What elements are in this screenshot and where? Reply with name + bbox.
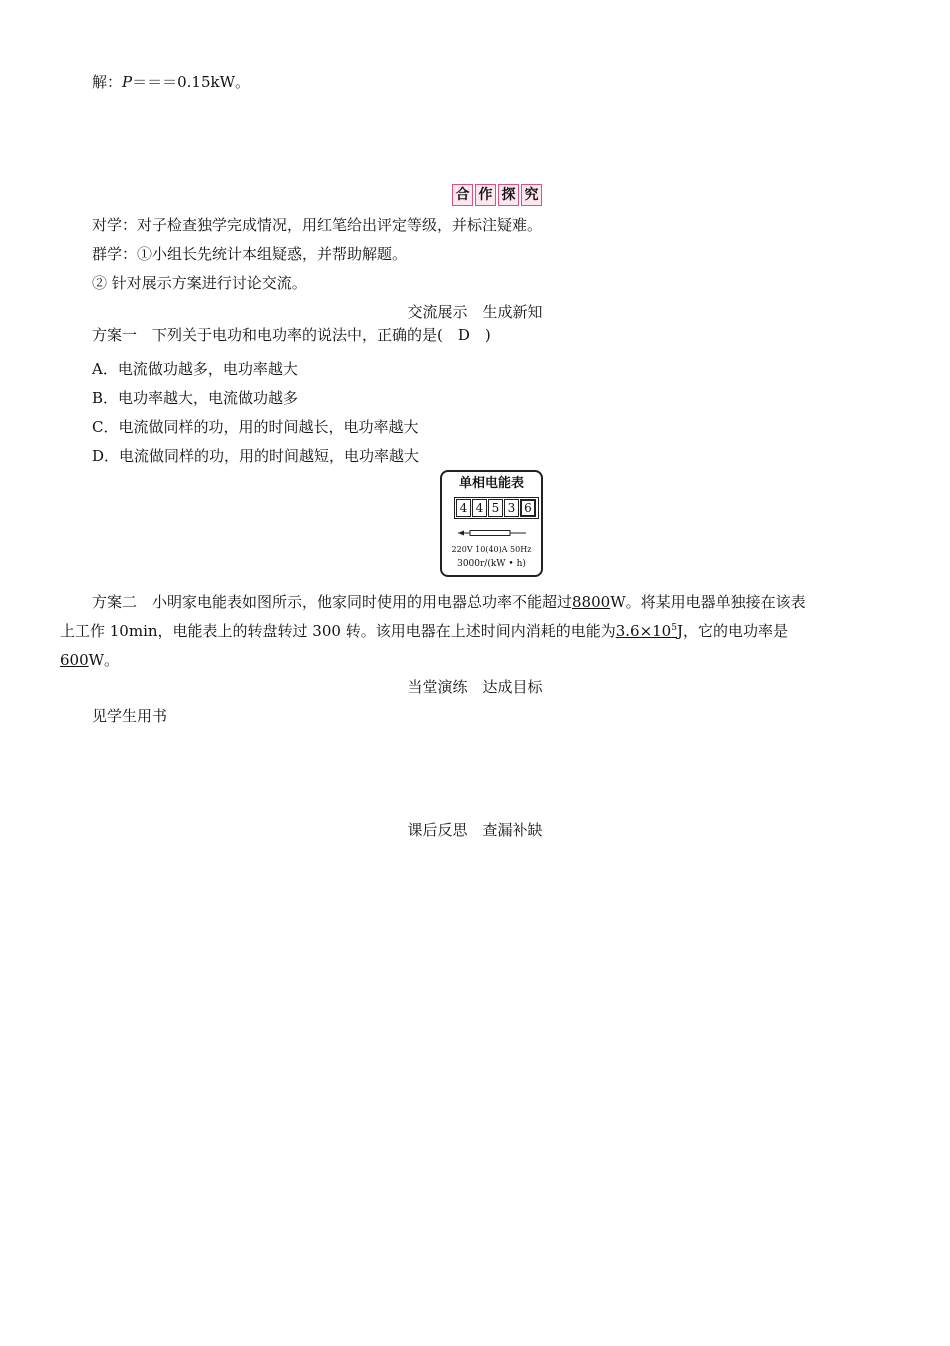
plan2-line2: [60, 621, 788, 641]
answer-energy-exponent: 5: [671, 623, 677, 633]
plan2-text: W。: [88, 651, 120, 669]
solution-prefix: 解：: [92, 73, 123, 91]
meter-title: 单相电能表: [458, 476, 524, 491]
meter-constant: 3000r/(kW • h): [457, 559, 526, 569]
section-heading-reflection: 课后反思 查漏补缺: [407, 821, 543, 839]
plan1-option-b: B．电功率越大，电流做功越多: [92, 389, 299, 407]
answer-energy-base: 3.6×10: [615, 622, 672, 640]
electric-meter-figure: [440, 470, 543, 577]
meter-digit: 4: [472, 499, 487, 517]
plan1-option-a: A．电流做功越多，电功率越大: [92, 360, 298, 378]
see-student-book: 见学生用书: [92, 707, 168, 725]
plan1-option-d: D．电流做同样的功，用的时间越短，电功率越大: [92, 447, 420, 465]
answer-power: 600: [60, 651, 89, 669]
plan2-line3: [60, 650, 119, 670]
solution-variable: P: [122, 73, 133, 91]
cooperative-inquiry-banner: [452, 184, 542, 206]
meter-digit: 5: [488, 499, 503, 517]
section-heading-practice: 当堂演练 达成目标: [407, 678, 543, 696]
banner-char: 作: [475, 184, 496, 206]
plan2-text: 方案二 小明家电能表如图所示，他家同时使用的用电器总功率不能超过: [92, 593, 573, 611]
banner-char: 究: [521, 184, 542, 206]
plan2-text: J，它的电功率是: [676, 622, 788, 640]
intro-group-study: 群学：①小组长先统计本组疑惑，并帮助解题。: [92, 245, 408, 263]
section-heading-exchange: 交流展示 生成新知: [407, 303, 543, 321]
plan1-option-c: C．电流做同样的功，用的时间越长，电功率越大: [92, 418, 419, 436]
intro-discussion: ② 针对展示方案进行讨论交流。: [92, 274, 307, 292]
meter-digit: 4: [456, 499, 471, 517]
plan2-text: W。将某用电器单独接在该表: [610, 593, 806, 611]
meter-rating: 220V 10(40)A 50Hz: [451, 545, 532, 554]
solution-line: [92, 72, 250, 92]
solution-result: ＝＝＝0.15kW。: [132, 73, 251, 91]
answer-max-power: 8800: [572, 593, 611, 611]
meter-digit-display: [454, 497, 539, 519]
plan1-question: 方案一 下列关于电功和电功率的说法中，正确的是( D ): [92, 326, 491, 344]
meter-digit-decimal: 6: [520, 499, 536, 517]
answer-energy: [616, 622, 677, 640]
plan2-text: 上工作 10min，电能表上的转盘转过 300 转。该用电器在上述时间内消耗的电能为: [60, 622, 616, 640]
plan2-line1: [92, 592, 806, 612]
meter-digit: 3: [504, 499, 519, 517]
meter-disk-icon: [456, 528, 528, 538]
banner-char: 探: [498, 184, 519, 206]
intro-pair-study: 对学：对子检查独学完成情况，用红笔给出评定等级，并标注疑难。: [92, 216, 543, 234]
banner-char: 合: [452, 184, 473, 206]
